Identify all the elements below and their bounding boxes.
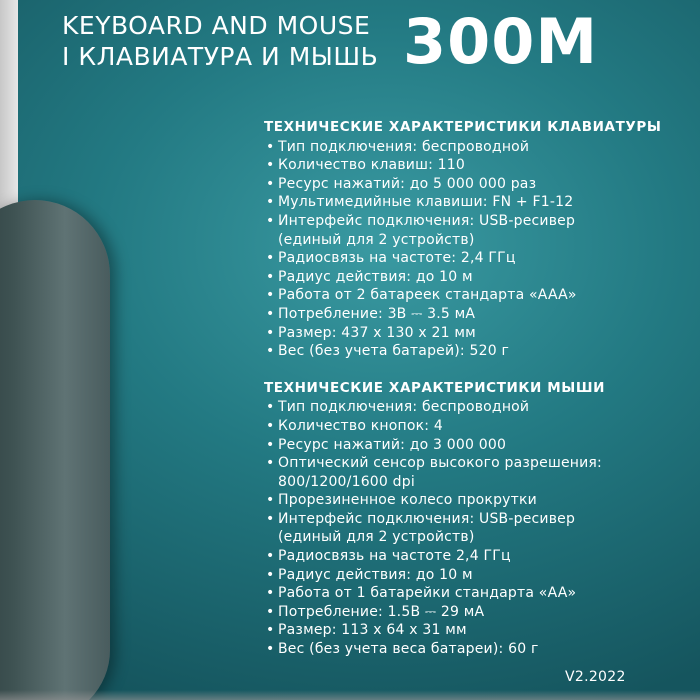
keyboard-spec-item: • Работа от 2 батареек стандарта «AAA» xyxy=(256,286,676,305)
box-bottom-edge xyxy=(0,690,700,700)
mouse-spec-item: • Работа от 1 батарейки стандарта «AA» xyxy=(256,584,676,603)
model-number: 300M xyxy=(403,5,599,78)
specifications xyxy=(256,118,676,659)
mouse-specs-title: ТЕХНИЧЕСКИЕ ХАРАКТЕРИСТИКИ МЫШИ xyxy=(264,379,606,396)
mouse-body xyxy=(0,200,110,700)
mouse-spec-item-continuation: 800/1200/1600 dpi xyxy=(278,473,415,490)
keyboard-specs-list xyxy=(256,138,676,361)
product-title xyxy=(62,10,378,72)
mouse-spec-item: • Размер: 113 х 64 х 31 мм xyxy=(256,621,676,640)
keyboard-specs-title: ТЕХНИЧЕСКИЕ ХАРАКТЕРИСТИКИ КЛАВИАТУРЫ xyxy=(264,119,662,135)
keyboard-spec-item: • Радиус действия: до 10 м xyxy=(256,268,676,287)
keyboard-spec-item: • Тип подключения: беспроводной xyxy=(256,138,676,157)
keyboard-spec-item: • Потребление: 3В ⎓ 3.5 мА xyxy=(256,305,676,324)
keyboard-spec-item: • Размер: 437 х 130 х 21 мм xyxy=(256,324,676,343)
keyboard-spec-item: • Радиосвязь на частоте: 2,4 ГГц xyxy=(256,249,676,268)
keyboard-spec-item: • Интерфейс подключения: USB-ресивер xyxy=(256,212,676,231)
mouse-image xyxy=(0,140,180,600)
keyboard-spec-item: • Ресурс нажатий: до 5 000 000 раз xyxy=(256,175,676,194)
keyboard-spec-item: • Количество клавиш: 110 xyxy=(256,156,676,175)
mouse-spec-item: • Прорезиненное колесо прокрутки xyxy=(256,491,676,510)
keyboard-spec-item: • Вес (без учета батарей): 520 г xyxy=(256,342,676,361)
mouse-specs-list xyxy=(256,398,676,658)
mouse-spec-item-continuation: (единый для 2 устройств) xyxy=(278,529,475,546)
title-russian: I КЛАВИАТУРА И МЫШЬ xyxy=(62,42,379,71)
mouse-spec-item: • Интерфейс подключения: USB-ресивер xyxy=(256,510,676,529)
mouse-spec-item: • Ресурс нажатий: до 3 000 000 xyxy=(256,436,676,455)
mouse-spec-item: • Радиосвязь на частоте 2,4 ГГц xyxy=(256,547,676,566)
version-label: V2.2022 xyxy=(565,669,626,685)
mouse-spec-item: • Радиус действия: до 10 м xyxy=(256,566,676,585)
title-english: KEYBOARD AND MOUSE xyxy=(62,11,371,40)
mouse-spec-item: • Тип подключения: беспроводной xyxy=(256,398,676,417)
mouse-spec-item: • Оптический сенсор высокого разрешения: xyxy=(256,454,676,473)
mouse-spec-item: • Количество кнопок: 4 xyxy=(256,417,676,436)
mouse-spec-item: • Потребление: 1.5В ⎓ 29 мА xyxy=(256,603,676,622)
keyboard-spec-item: • Мультимедийные клавиши: FN + F1-12 xyxy=(256,193,676,212)
keyboard-spec-item-continuation: (единый для 2 устройств) xyxy=(278,231,475,248)
mouse-spec-item: • Вес (без учета веса батареи): 60 г xyxy=(256,640,676,659)
